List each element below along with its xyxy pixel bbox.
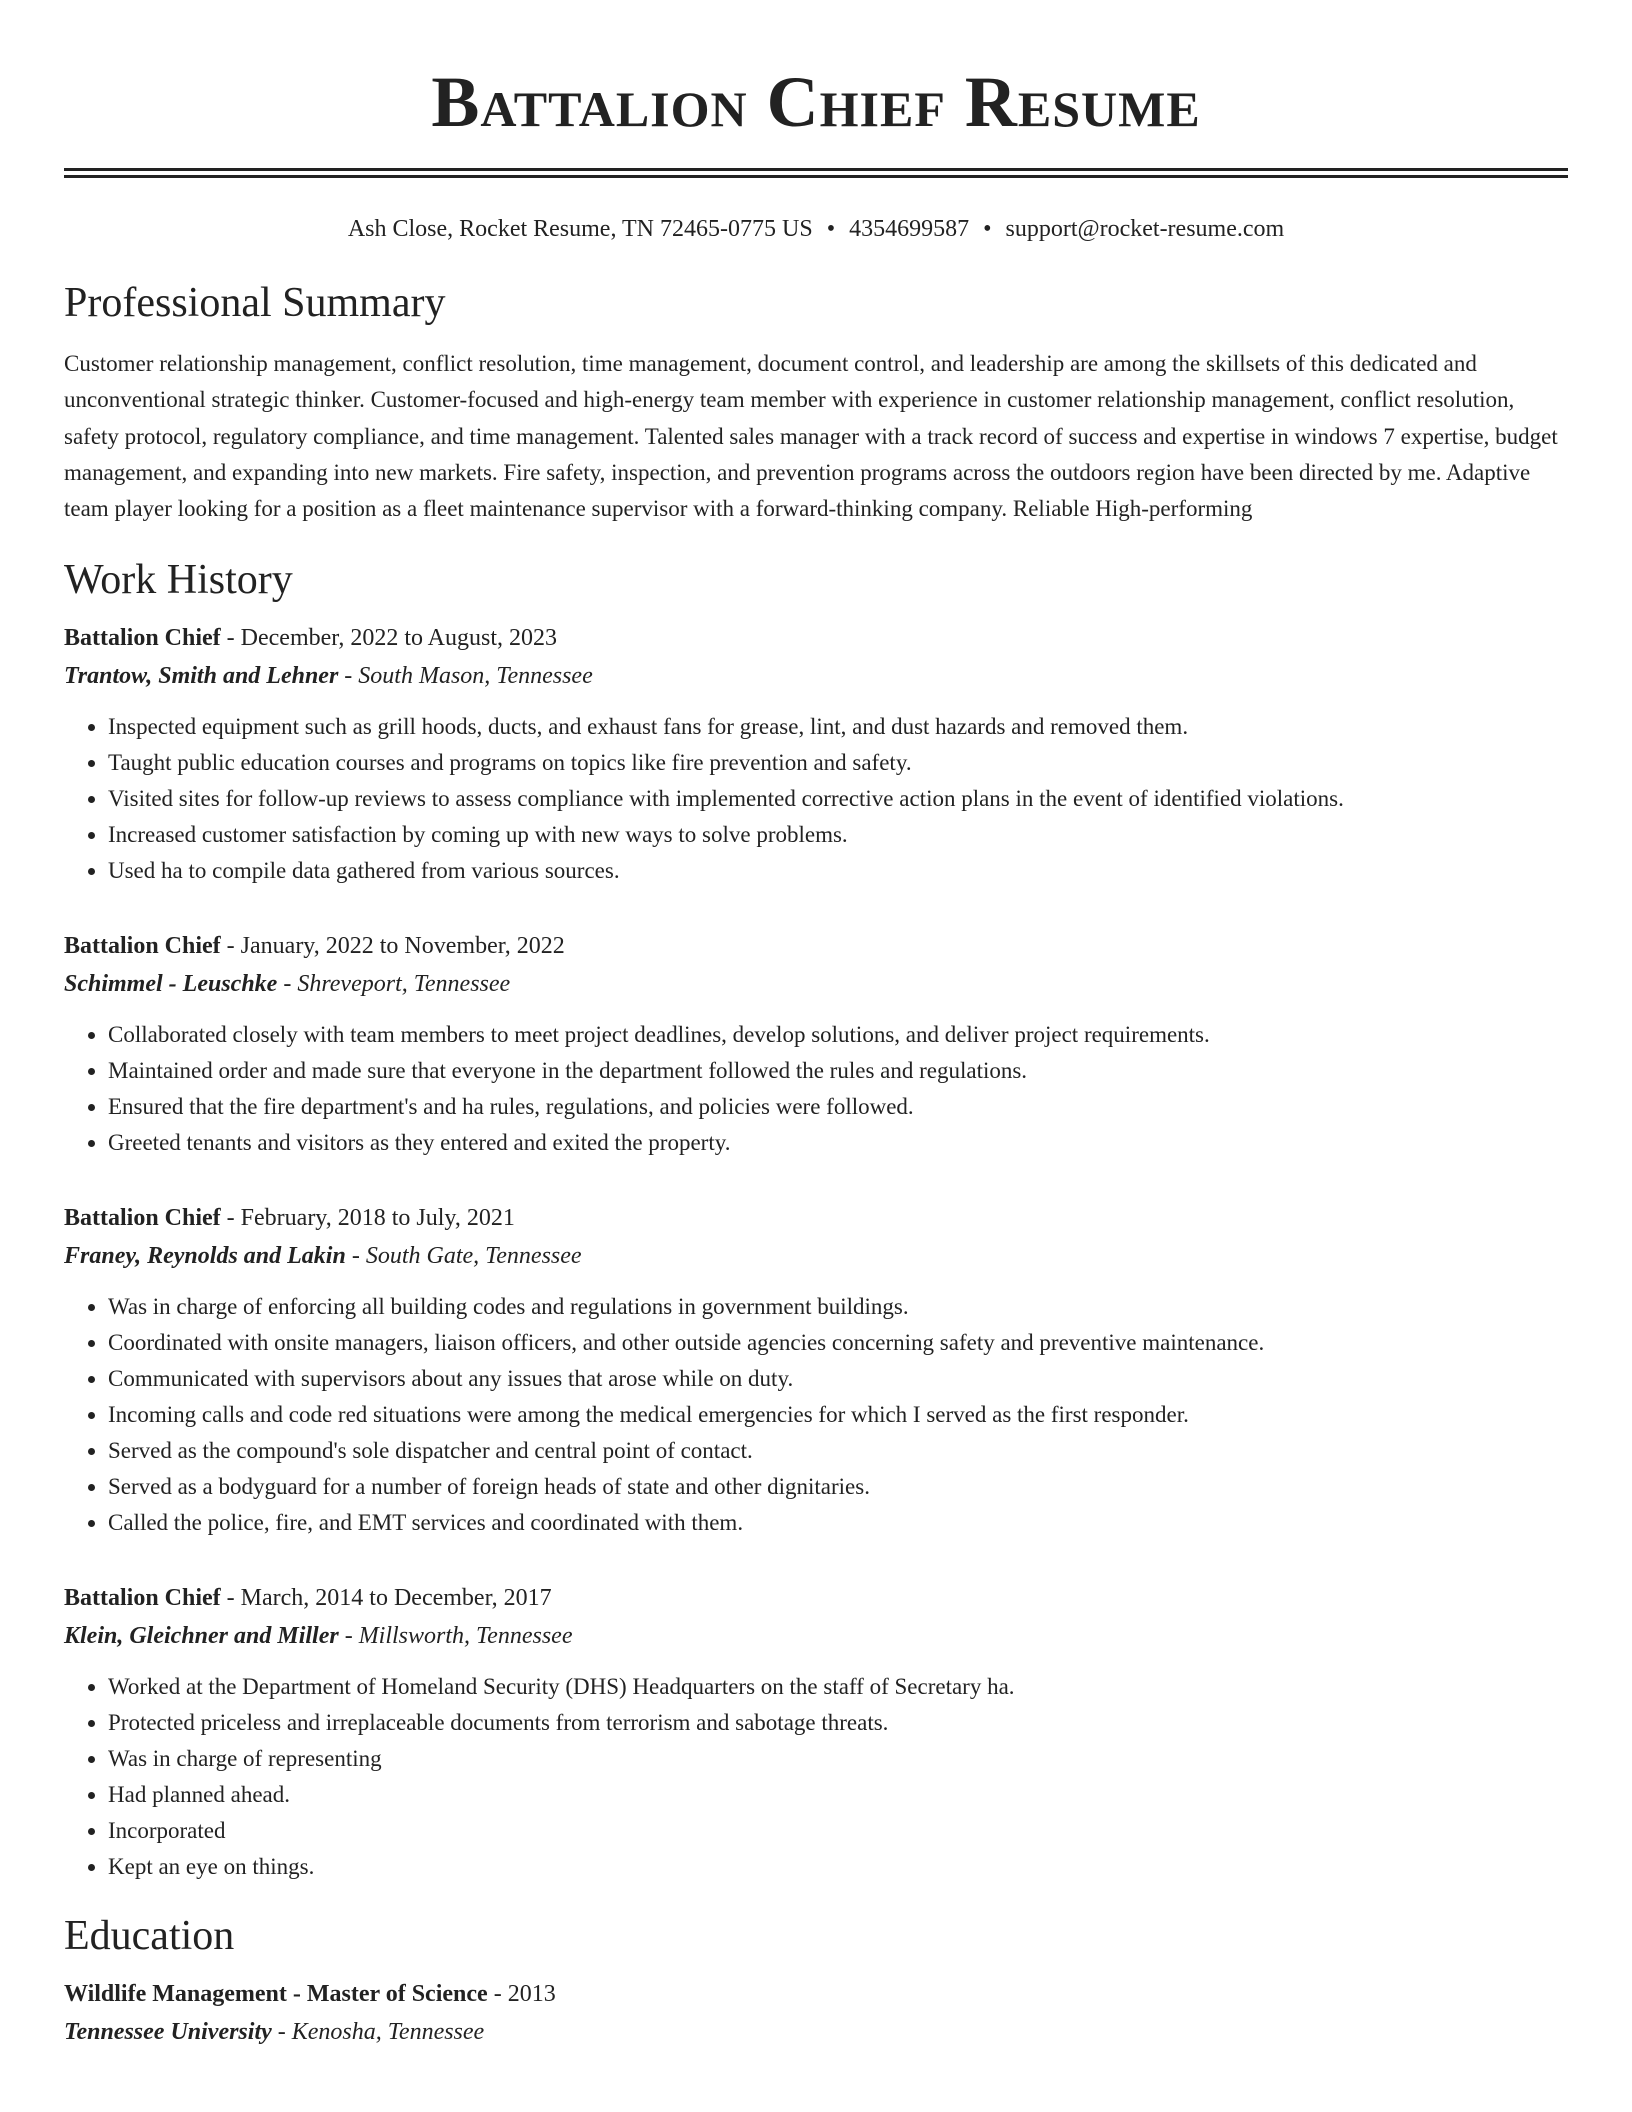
job-bullet: • Incorporated [108, 1813, 1568, 1849]
summary-heading: Professional Summary [64, 280, 446, 326]
job-company: Schimmel - Leuschke [64, 971, 278, 998]
job-bullet: • Maintained order and made sure that everyone in the department followed the rules and regulations. [108, 1053, 1568, 1089]
job-bullet: • Incoming calls and code red situations were among the medical emergencies for which I served as the first responder. [108, 1397, 1568, 1433]
job-bullets [64, 1017, 1568, 1161]
job-dash: - [220, 933, 241, 960]
job-dates: December, 2022 to August, 2023 [240, 625, 557, 652]
contact-phone: 4354699587 [849, 216, 970, 242]
job-company-line [64, 965, 1568, 1003]
job-bullet: • Worked at the Department of Homeland Security (DHS) Headquarters on the staff of Secretary ha. [108, 1669, 1568, 1705]
contact-separator: • [983, 216, 992, 242]
job-location: South Gate, Tennessee [365, 1243, 582, 1270]
job-bullet: • Taught public education courses and programs on topics like fire prevention and safety. [108, 745, 1568, 781]
job-bullet: • Ensured that the fire department's and ha rules, regulations, and policies were followed. [108, 1089, 1568, 1125]
job-title: Battalion Chief [64, 1205, 221, 1232]
job-bullet: • Was in charge of representing [108, 1741, 1568, 1777]
job-location: Millsworth, Tennessee [358, 1623, 573, 1650]
job-entry [64, 1199, 1568, 1541]
job-bullet: • Had planned ahead. [108, 1777, 1568, 1813]
education-dash: - [487, 1981, 508, 2008]
education-degree-line [64, 1975, 1568, 2013]
job-location: Shreveport, Tennessee [297, 971, 511, 998]
job-dash: - [345, 1243, 366, 1270]
job-location: South Mason, Tennessee [358, 663, 593, 690]
job-company: Franey, Reynolds and Lakin [64, 1243, 346, 1270]
education-dash: - [271, 2019, 292, 2046]
job-bullet: • Greeted tenants and visitors as they entered and exited the property. [108, 1125, 1568, 1161]
job-company: Trantow, Smith and Lehner [64, 663, 339, 690]
resume-page [64, 0, 1568, 2051]
education-year: 2013 [507, 1981, 556, 2008]
job-title: Battalion Chief [64, 1585, 221, 1612]
contact-separator: • [826, 216, 836, 242]
job-bullet: • Was in charge of enforcing all building codes and regulations in government buildings. [108, 1289, 1568, 1325]
job-bullet: • Increased customer satisfaction by coming up with new ways to solve problems. [108, 817, 1568, 853]
job-dash: - [220, 1585, 241, 1612]
education-degree: Wildlife Management - Master of Science [64, 1981, 488, 2008]
job-dates: February, 2018 to July, 2021 [240, 1205, 515, 1232]
job-bullet: • Served as the compound's sole dispatcher and central point of contact. [108, 1433, 1568, 1469]
job-bullet: • Served as a bodyguard for a number of foreign heads of state and other dignitaries. [108, 1469, 1568, 1505]
education-heading: Education [64, 1913, 235, 1960]
job-dash: - [338, 1623, 359, 1650]
job-title: Battalion Chief [64, 933, 221, 960]
education-school: Tennessee University [64, 2019, 272, 2046]
job-company-line [64, 1617, 1568, 1655]
contact-address: Ash Close, Rocket Resume, TN 72465-0775 US [347, 216, 813, 242]
job-bullet: • Visited sites for follow-up reviews to assess compliance with implemented corrective action plans in the event of identified violations. [108, 781, 1568, 817]
job-bullet: • Coordinated with onsite managers, liaison officers, and other outside agencies concerning safety and preventive maintenance. [108, 1325, 1568, 1361]
job-bullets [64, 709, 1568, 889]
job-dates: March, 2014 to December, 2017 [240, 1585, 552, 1612]
job-title-line [64, 1199, 1568, 1237]
resume-title: Battalion Chief Resume [431, 62, 1201, 142]
contact-email: support@rocket-resume.com [1005, 216, 1285, 242]
job-bullet: • Collaborated closely with team members to meet project deadlines, develop solutions, and deliver project requirements. [108, 1017, 1568, 1053]
job-title-line [64, 1579, 1568, 1617]
job-dash: - [220, 625, 241, 652]
contact-line [64, 212, 1568, 246]
job-bullet: • Kept an eye on things. [108, 1849, 1568, 1885]
job-entry [64, 619, 1568, 889]
job-bullet: • Communicated with supervisors about any issues that arose while on duty. [108, 1361, 1568, 1397]
job-entry [64, 927, 1568, 1161]
job-title-line [64, 927, 1568, 965]
job-bullet: • Inspected equipment such as grill hoods, ducts, and exhaust fans for grease, lint, and dust hazards and removed them. [108, 709, 1568, 745]
job-company-line [64, 657, 1568, 695]
job-company: Klein, Gleichner and Miller [64, 1623, 339, 1650]
job-dash: - [338, 663, 359, 690]
education-entry [64, 1975, 1568, 2051]
job-dash: - [277, 971, 298, 998]
job-title: Battalion Chief [64, 625, 221, 652]
education-school-line [64, 2013, 1568, 2051]
education-location: Kenosha, Tennessee [291, 2019, 485, 2046]
job-bullet: • Called the police, fire, and EMT services and coordinated with them. [108, 1505, 1568, 1541]
job-bullet: • Protected priceless and irreplaceable documents from terrorism and sabotage threats. [108, 1705, 1568, 1741]
job-dates: January, 2022 to November, 2022 [240, 933, 565, 960]
job-bullet: • Used ha to compile data gathered from various sources. [108, 853, 1568, 889]
summary-text: Customer relationship management, conflict resolution, time management, document control, and leadership are among the skillsets of this dedicated and unconventional strategic thinker. Customer-focused and high-energy team member with experience in customer relationship management, conflict resolution, safety protocol, regulatory compliance, and time management. Talented sales manager with a track record of success and expertise in windows 7 expertise, budget management, and expanding into new markets. Fire safety, inspection, and prevention programs across the outdoors region have been directed by me. Adaptive team player looking for a position as a fleet maintenance supervisor with a forward-thinking company. Reliable High-performing [64, 351, 1558, 522]
job-title-line [64, 619, 1568, 657]
title-double-rule [64, 168, 1568, 178]
job-bullets [64, 1669, 1568, 1885]
job-entry [64, 1579, 1568, 1885]
job-company-line [64, 1237, 1568, 1275]
job-dash: - [220, 1205, 241, 1232]
job-bullets [64, 1289, 1568, 1541]
work-history-heading: Work History [64, 557, 293, 604]
